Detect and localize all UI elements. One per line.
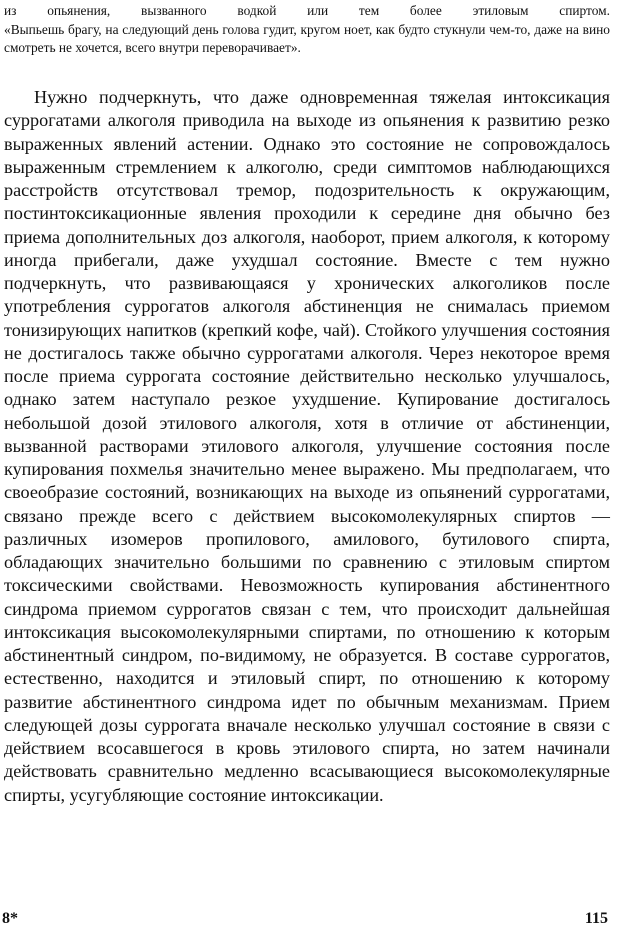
page-number: 115	[584, 910, 608, 927]
body-paragraph: Нужно подчеркнуть, что даже одновременная тяжелая интоксикация суррогатами алкоголя приводила на выходе из опьянения к развитию резко выраженных явлений астении. Однако это состояние не сопровождалось выраженным стремлением к алкоголю, среди симптомов наблюдающихся расстройств отсутствовал тремор, подозрительность к окружающим, постинтоксикационные явления проходили к середине дня обычно без приема дополнительных доз алкоголя, наоборот, прием алкоголя, к которому иногда прибегали, даже ухудшал состояние. Вместе с тем нужно подчеркнуть, что развивающаяся у хронических алкоголиков после употребления суррогатов алкоголя абстиненция не снималась приемом тонизирующих напитков (крепкий кофе, чай). Стойкого улучшения состояния не достигалось также обычно суррогатами алкоголя. Через некоторое время после приема суррогата состояние действительно несколько улучшалось, однако затем наступало резкое ухудшение. Купирование достигалось небольшой дозой этилового алкоголя, хотя в отличие от абстиненции, вызванной растворами этилового алкоголя, улучшение состояния после купирования похмелья значительно менее выражено. Мы предполагаем, что своеобразие состояний, возникающих на выходе из опьянений суррогатами, связано прежде всего с действием высокомолекулярных спиртов — различных изомеров пропилового, амилового, бутилового спирта, обладающих значительно большими по сравнению с этиловым спиртом токсическими свойствами. Невозможность купирования абстинентного синдрома приемом суррогатов связан с тем, что происходит дальнейшая интоксикация высокомолекулярными спиртами, по отношению к которым абстинентный синдром, по-видимому, не образуется. В составе суррогатов, естественно, находится и этиловый спирт, по отношению к которому развитие абстинентного синдрома идет по обычным механизмам. Прием следующей дозы суррогата вначале несколько улучшал состояние в связи с действием всосавшегося в кровь этилового спирта, но затем начинали действовать сравнительно медленно всасывающиеся высокомолекулярные спирты, усугубляющие состояние интоксикации.	[4, 87, 610, 805]
quote-text	[4, 2, 610, 58]
printer-signature: 8*	[2, 910, 18, 927]
quote-line-1: из опьянения, вызванного водкой или тем более этиловым спиртом.	[4, 3, 610, 18]
quote-line-2: «Выпьешь брагу, на следующий день голова гудит, кругом ноет, как будто стукнули чем-то, даже на вино смотреть не хочется, всего внутри переворачивает».	[4, 21, 610, 56]
